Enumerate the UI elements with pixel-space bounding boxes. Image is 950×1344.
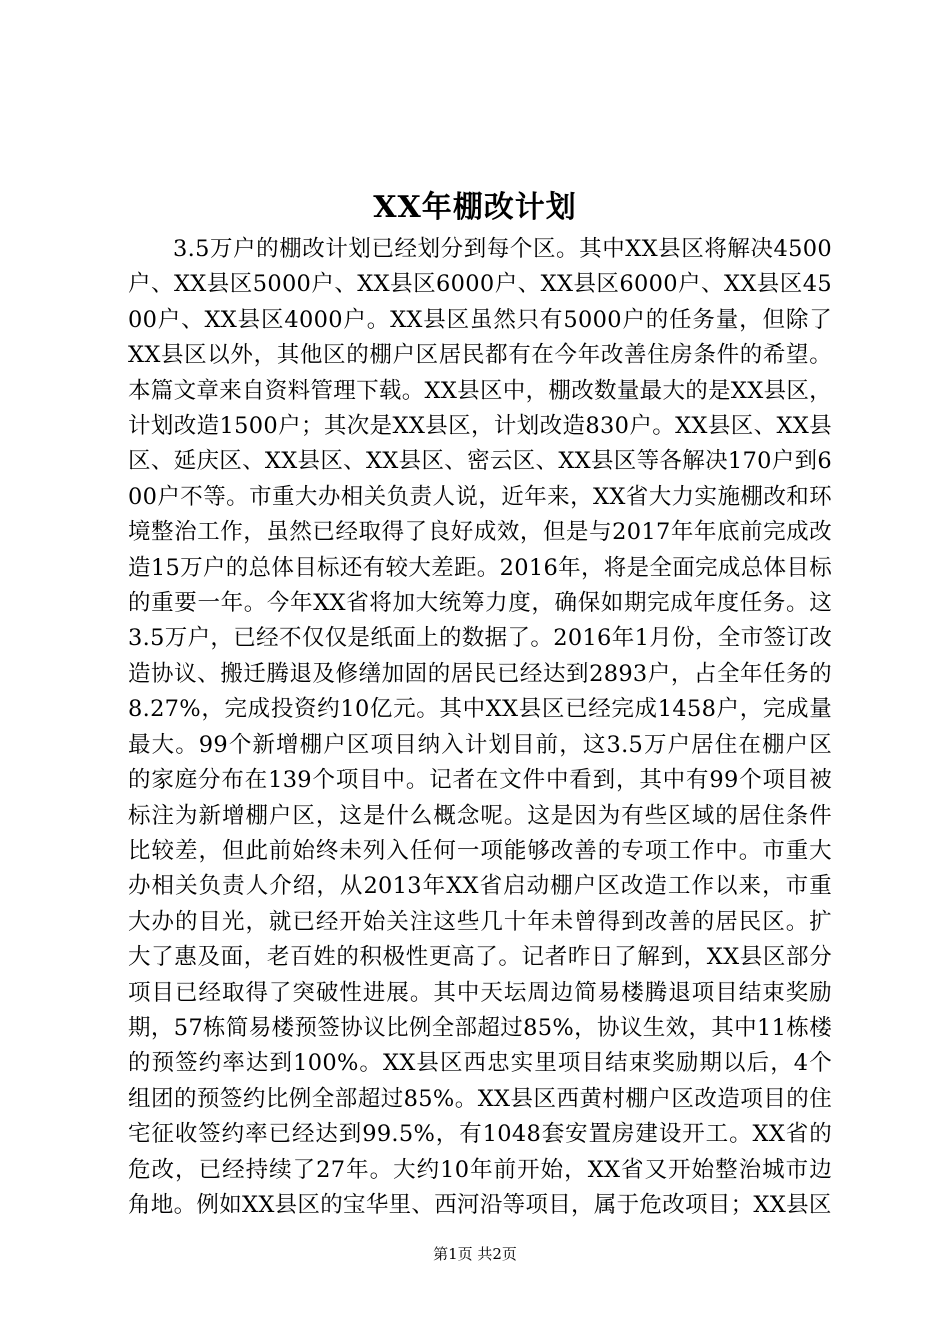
document-title: XX年棚改计划: [373, 190, 577, 225]
page-number-footer: 第1页 共2页: [433, 1245, 517, 1263]
document-body-paragraph: 3.5万户的棚改计划已经划分到每个区。其中XX县区将解决4500户、XX县区5000户、XX县区6000户、XX县区6000户、XX县区4500户、XX县区4000户。XX县区虽然只有5000户的任务量，但除了XX县区以外，其他区的棚户区居民都有在今年改善住房条件的希望。本篇文章来自资料管理下载。XX县区中，棚改数量最大的是XX县区，计划改造1500户；其次是XX县区，计划改造830户。XX县区、XX县区、延庆区、XX县区、XX县区、密云区、XX县区等各解决170户到600户不等。市重大办相关负责人说，近年来，XX省大力实施棚改和环境整治工作，虽然已经取得了良好成效，但是与2017年年底前完成改造15万户的总体目标还有较大差距。2016年，将是全面完成总体目标的重要一年。今年XX省将加大统筹力度，确保如期完成年度任务。这3.5万户，已经不仅仅是纸面上的数据了。2016年1月份，全市签订改造协议、搬迁腾退及修缮加固的居民已经达到2893户，占全年任务的8.27%，完成投资约10亿元。其中XX县区已经完成1458户，完成量最大。99个新增棚户区项目纳入计划目前，这3.5万户居住在棚户区的家庭分布在139个项目中。记者在文件中看到，其中有99个项目被标注为新增棚户区，这是什么概念呢。这是因为有些区域的居住条件比较差，但此前始终未列入任何一项能够改善的专项工作中。市重大办相关负责人介绍，从2013年XX省启动棚户区改造工作以来，市重大办的目光，就已经开始关注这些几十年未曾得到改善的居民区。扩大了惠及面，老百姓的积极性更高了。记者昨日了解到，XX县区部分项目已经取得了突破性进展。其中天坛周边简易楼腾退项目结束奖励期，57栋简易楼预签协议比例全部超过85%，协议生效，其中11栋楼的预签约率达到100%。XX县区西忠实里项目结束奖励期以后，4个组团的预签约比例全部超过85%。XX县区西黄村棚户区改造项目的住宅征收签约率已经达到99.5%，有1048套安置房建设开工。XX省的危改，已经持续了27年。大约10年前开始，XX省又开始整治城市边角地。例如XX县区的宝华里、西河沿等项目，属于危改项目；XX县区: [128, 236, 832, 1218]
